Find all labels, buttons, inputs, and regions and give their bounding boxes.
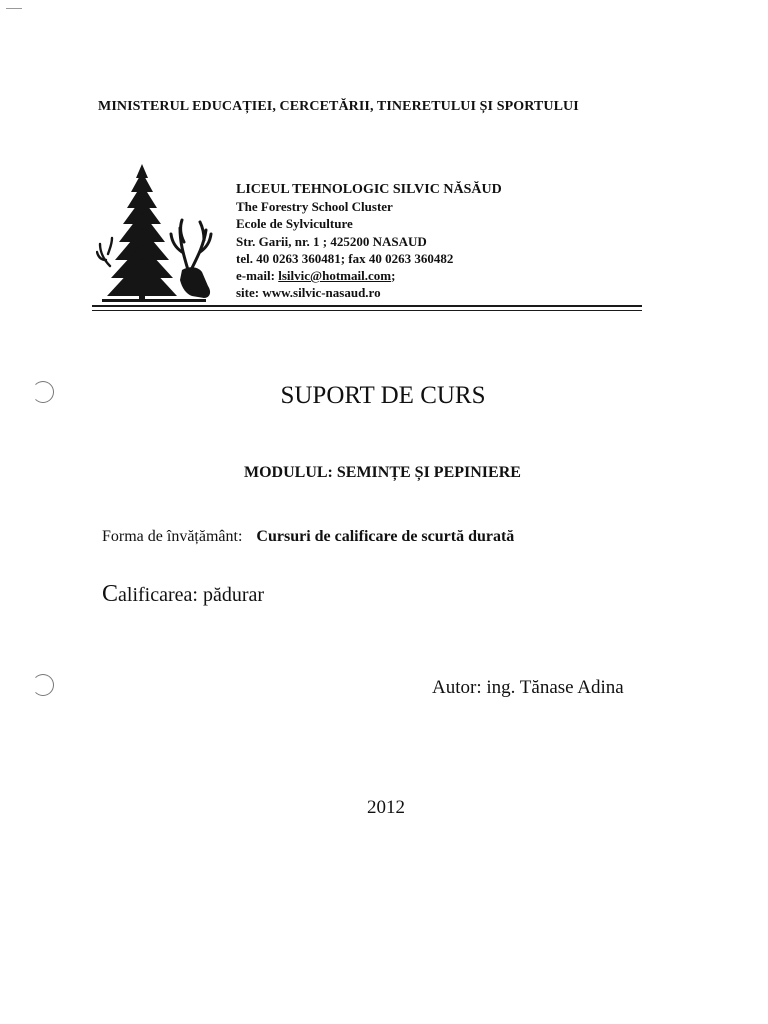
- email-link[interactable]: lsilvic@hotmail.com: [278, 268, 392, 284]
- year-text: 2012: [367, 797, 405, 818]
- school-french-name: Ecole de Sylviculture: [236, 216, 353, 232]
- document-title-text: SUPORT DE CURS: [280, 382, 486, 409]
- site-label: site:: [236, 285, 263, 301]
- school-name: LICEUL TEHNOLOGIC SILVIC NĂSĂUD: [236, 182, 502, 197]
- punch-hole-bottom: [32, 674, 54, 696]
- ministry-header: MINISTERUL EDUCAȚIEI, CERCETĂRII, TINERETULUI ȘI SPORTULUI: [98, 99, 579, 114]
- qualification-line: [102, 581, 264, 608]
- school-info-block: [236, 181, 502, 301]
- site-link[interactable]: www.silvic-nasaud.ro: [262, 285, 381, 301]
- school-phone-fax: tel. 40 0263 360481; fax 40 0263 360482: [236, 250, 454, 266]
- education-form-value: Cursuri de calificare de scurtă durată: [256, 528, 515, 545]
- school-english-name: The Forestry School Cluster: [236, 199, 393, 215]
- header-divider-thick: [92, 305, 642, 307]
- scan-mark: [6, 8, 22, 9]
- education-form-label: Forma de învățământ:: [102, 528, 243, 545]
- tree-and-deer-logo-icon: [96, 162, 218, 304]
- school-email-line: [236, 267, 502, 284]
- school-site-line: [236, 284, 502, 301]
- author-line: Autor: ing. Tănase Adina: [432, 677, 624, 698]
- document-title: [0, 382, 768, 410]
- module-heading: MODULUL: SEMINȚE ȘI PEPINIERE: [244, 464, 521, 481]
- header-divider-thin: [92, 310, 642, 311]
- year-line: [0, 797, 768, 819]
- email-suffix: ;: [391, 268, 396, 284]
- qualification-text: alificarea: pădurar: [118, 584, 265, 606]
- school-address: Str. Garii, nr. 1 ; 425200 NASAUD: [236, 233, 427, 249]
- education-form-line: [102, 528, 514, 546]
- qualification-initial: C: [102, 581, 119, 607]
- email-label: e-mail:: [236, 268, 279, 284]
